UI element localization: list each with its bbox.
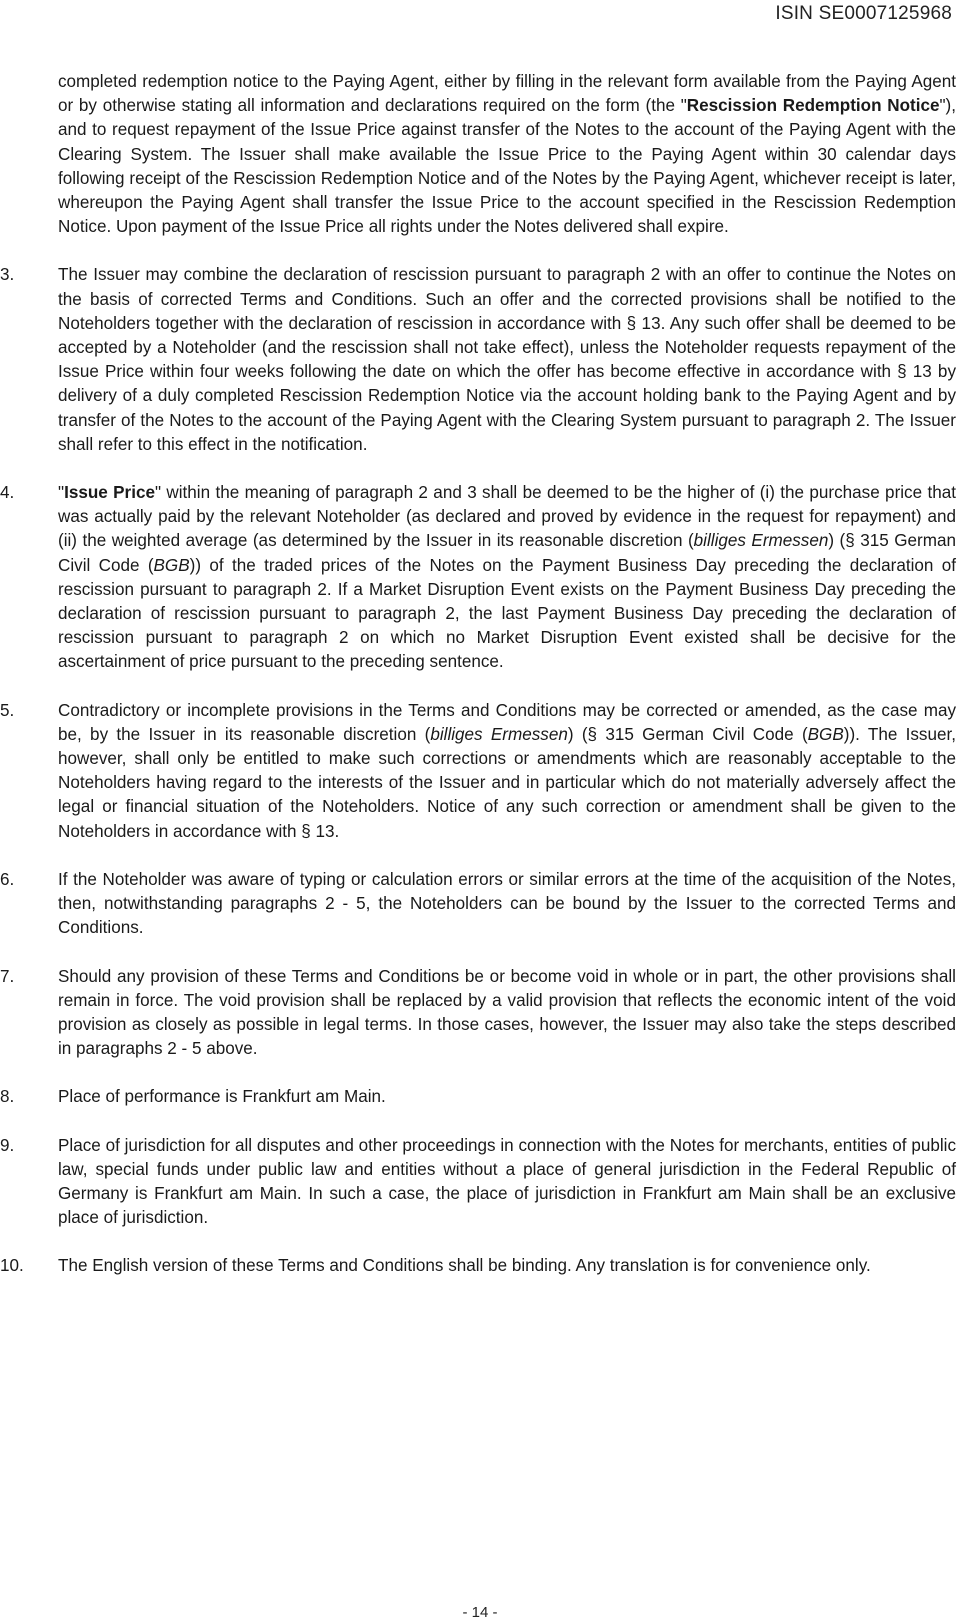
isin-header: ISIN SE0007125968 <box>775 3 952 24</box>
item-number: 4. <box>0 483 15 503</box>
item-number: 10. <box>0 1256 24 1276</box>
list-item-5 <box>0 699 956 844</box>
item-text-part: )). The Issuer, however, shall only be entitled to make such corrections or amendments which are reasonably acceptable to the Noteholders having regard to the interests of the Issuer and in particular which do not materially adversely affect the legal or financial situation of the Noteholders. Notice of any such correction or amendment shall be given to the Noteholders in accordance with § 13. <box>58 724 956 841</box>
item-italic-term: billiges Ermessen <box>693 531 829 551</box>
item-number: 7. <box>0 966 15 986</box>
list-item-4 <box>0 481 956 675</box>
item-text-part: " within the meaning of paragraph 2 and 3 shall be deemed to be the higher of (i) the purchase price that was actually paid by the relevant Noteholder (as declared and proved by evidence in the request for repayment) and (ii) the weighted average (as determined by the Issuer in its reasonable discretion ( <box>58 483 956 551</box>
item-text-part: Contradictory or incomplete provisions in the Terms and Conditions may be corrected or amended, as the case may be, by the Issuer in its reasonable discretion ( <box>58 700 956 744</box>
item-number: 6. <box>0 869 15 889</box>
item-text: Place of performance is Frankfurt am Main. <box>58 1087 386 1107</box>
item-text: The Issuer may combine the declaration of rescission pursuant to paragraph 2 with an offer to continue the Notes on the basis of corrected Terms and Conditions. Such an offer and the corrected provisions shall be notified to the Noteholders together with the declaration of rescission in accordance with § 13. Any such offer shall be deemed to be accepted by a Noteholder (and the rescission shall not take effect), unless the Noteholder requests repayment of the Issue Price within four weeks following the date on which the offer has become effective in accordance with § 13 by delivery of a duly completed Rescission Redemption Notice via the account holding bank to the Paying Agent and by transfer of the Notes to the account of the Paying Agent with the Clearing System pursuant to paragraph 2. The Issuer shall refer to this effect in the notification. <box>58 265 956 454</box>
item-text-part: " <box>58 483 65 503</box>
item-italic-term: BGB <box>807 724 844 744</box>
item-number: 5. <box>0 700 15 720</box>
intro-text-2: "), and to request repayment of the Issue Price against transfer of the Notes to the account of the Paying Agent with the Clearing System. The Issuer shall make available the Issue Price to the Paying Agent within 30 calendar days following receipt of the Rescission Redemption Notice and of the Notes by the Paying Agent, whichever receipt is later, whereupon the Paying Agent shall transfer the Issue Price to the account specified in the Rescission Redemption Notice. Upon payment of the Issue Price all rights under the Notes delivered shall expire. <box>58 96 956 237</box>
item-italic-term: BGB <box>153 555 190 575</box>
page-number: - 14 - <box>462 1604 498 1621</box>
document-body <box>0 70 956 1303</box>
item-text: Should any provision of these Terms and Conditions be or become void in whole or in part, the other provisions shall remain in force. The void provision shall be replaced by a valid provision that reflects the economic intent of the void provision as closely as possible in legal terms. In those cases, however, the Issuer may also take the steps described in paragraphs 2 - 5 above. <box>58 966 956 1059</box>
item-bold-term: Issue Price <box>64 483 155 503</box>
item-text: Place of jurisdiction for all disputes and other proceedings in connection with the Notes for merchants, entities of public law, special funds under public law and entities without a place of general jurisdiction in the Federal Republic of Germany is Frankfurt am Main. In such a case, the place of jurisdiction in Frankfurt am Main shall be an exclusive place of jurisdiction. <box>58 1135 956 1228</box>
list-item-6 <box>0 868 956 941</box>
list-item-8 <box>0 1085 956 1109</box>
item-text: If the Noteholder was aware of typing or calculation errors or similar errors at the time of the acquisition of the Notes, then, notwithstanding paragraphs 2 - 5, the Noteholders can be bound by the Issuer to the corrected Terms and Conditions. <box>58 869 956 938</box>
intro-text-1: completed redemption notice to the Paying Agent, either by filling in the relevant form available from the Paying Agent or by otherwise stating all information and declarations required on the form (the " <box>58 72 956 116</box>
list-item-10 <box>0 1254 956 1278</box>
list-item-7 <box>0 965 956 1062</box>
item-text-part: )) of the traded prices of the Notes on the Payment Business Day preceding the declaration of rescission pursuant to paragraph 2. If a Market Disruption Event exists on the Payment Business Day preceding the declaration of rescission pursuant to paragraph 2, the last Payment Business Day preceding the declaration of rescission pursuant to paragraph 2 on which no Market Disruption Event existed shall be decisive for the ascertainment of price pursuant to the preceding sentence. <box>58 555 956 672</box>
item-text-part: ) (§ 315 German Civil Code ( <box>567 724 808 744</box>
list-item-9 <box>0 1134 956 1231</box>
list-item-3 <box>0 263 956 457</box>
item-text-part: ) (§ 315 German Civil Code ( <box>58 531 956 575</box>
intro-bold-term: Rescission Redemption Notice <box>686 96 940 116</box>
item-number: 3. <box>0 265 15 285</box>
item-text: The English version of these Terms and Conditions shall be binding. Any translation is for convenience only. <box>58 1256 871 1276</box>
item-number: 8. <box>0 1087 15 1107</box>
item-number: 9. <box>0 1135 15 1155</box>
intro-paragraph <box>58 70 956 239</box>
item-italic-term: billiges Ermessen <box>430 724 568 744</box>
